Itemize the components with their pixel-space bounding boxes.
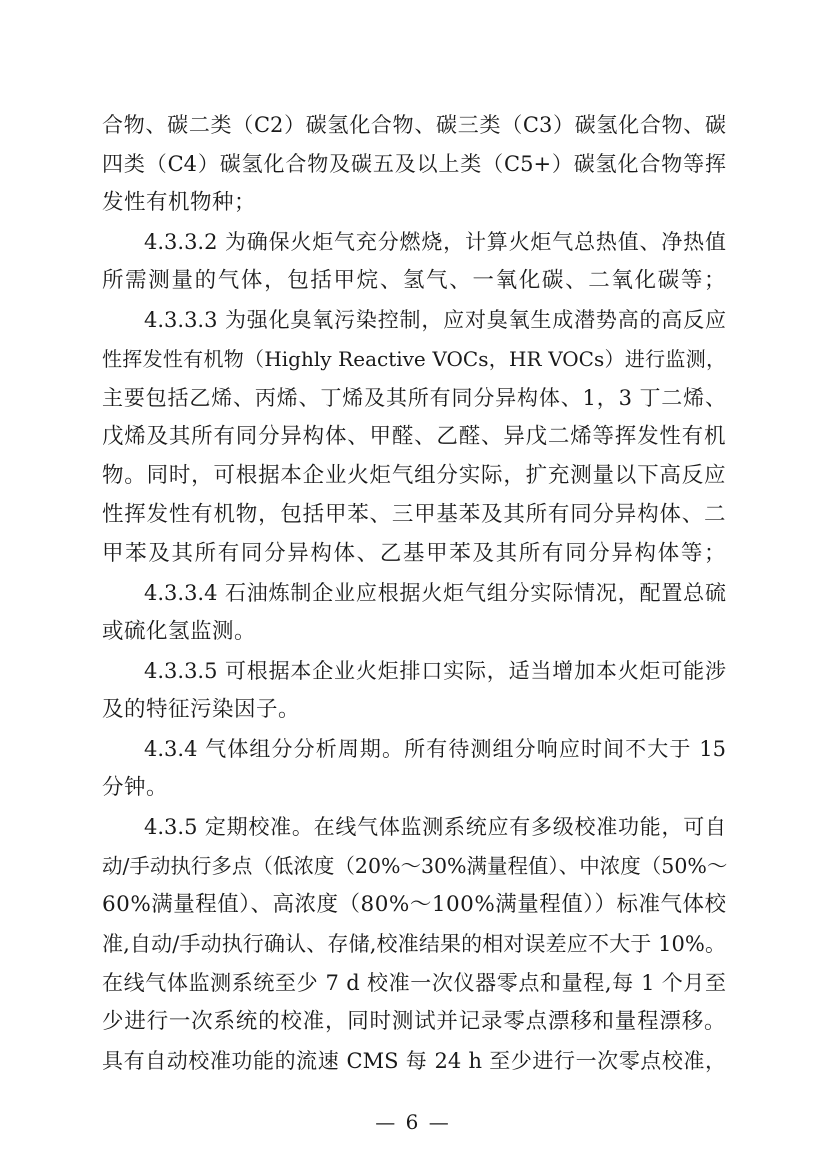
text-line: 准,自动/手动执行确认、存储,校准结果的相对误差应不大于 10%。 [102,932,726,956]
text-line: 合物、碳二类（C2）碳氢化合物、碳三类（C3）碳氢化合物、碳 [102,113,726,137]
text-line: 物。同时，可根据本企业火炬气组分实际，扩充测量以下高反应 [102,463,726,488]
text-line: 4.3.3.5 可根据本企业火炬排口实际，适当增加本火炬可能涉 [144,659,726,683]
text-line: 4.3.5 定期校准。在线气体监测系统应有多级校准功能，可自 [144,815,726,839]
text-line: 具有自动校准功能的流速 CMS 每 24 h 至少进行一次零点校准， [102,1049,726,1073]
text-line: 4.3.3.4 石油炼制企业应根据火炬气组分实际情况，配置总硫 [144,581,726,605]
text-line: 少进行一次系统的校准，同时测试并记录零点漂移和量程漂移。 [102,1009,726,1034]
text-line: 及的特征污染因子。 [102,697,301,722]
text-line: 所需测量的气体，包括甲烷、氢气、一氧化碳、二氧化碳等； [102,268,726,293]
text-line: 4.3.3.2 为确保火炬气充分燃烧，计算火炬气总热值、净热值 [144,230,726,254]
text-line: 四类（C4）碳氢化合物及碳五及以上类（C5+）碳氢化合物等挥 [102,152,726,176]
text-line: 4.3.4 气体组分分析周期。所有待测组分响应时间不大于 15 [144,737,726,761]
text-line: 在线气体监测系统至少 7 d 校准一次仪器零点和量程,每 1 个月至 [102,971,726,995]
text-line: 戊烯及其所有同分异构体、甲醛、乙醛、异戊二烯等挥发性有机 [102,424,726,449]
text-line: 性挥发性有机物（Highly Reactive VOCs，HR VOCs）进行监测， [102,347,726,371]
text-line: 甲苯及其所有同分异构体、乙基甲苯及其所有同分异构体等； [102,541,726,566]
text-line: 性挥发性有机物，包括甲苯、三甲基苯及其所有同分异构体、二 [102,502,726,527]
text-line: 或硫化氢监测。 [102,619,257,644]
text-line: 60%满量程值）、高浓度（80%～100%满量程值））标准气体校 [102,892,727,917]
text-line: 发性有机物种； [102,190,257,215]
text-line: 动/手动执行多点（低浓度（20%～30%满量程值）、中浓度（50%～ [102,854,728,878]
page-number: — 6 — [375,1110,451,1134]
text-line: 分钟。 [102,775,169,800]
text-line: 主要包括乙烯、丙烯、丁烯及其所有同分异构体、1，3 丁二烯、 [102,386,726,410]
text-line: 4.3.3.3 为强化臭氧污染控制，应对臭氧生成潜势高的高反应 [144,308,726,332]
